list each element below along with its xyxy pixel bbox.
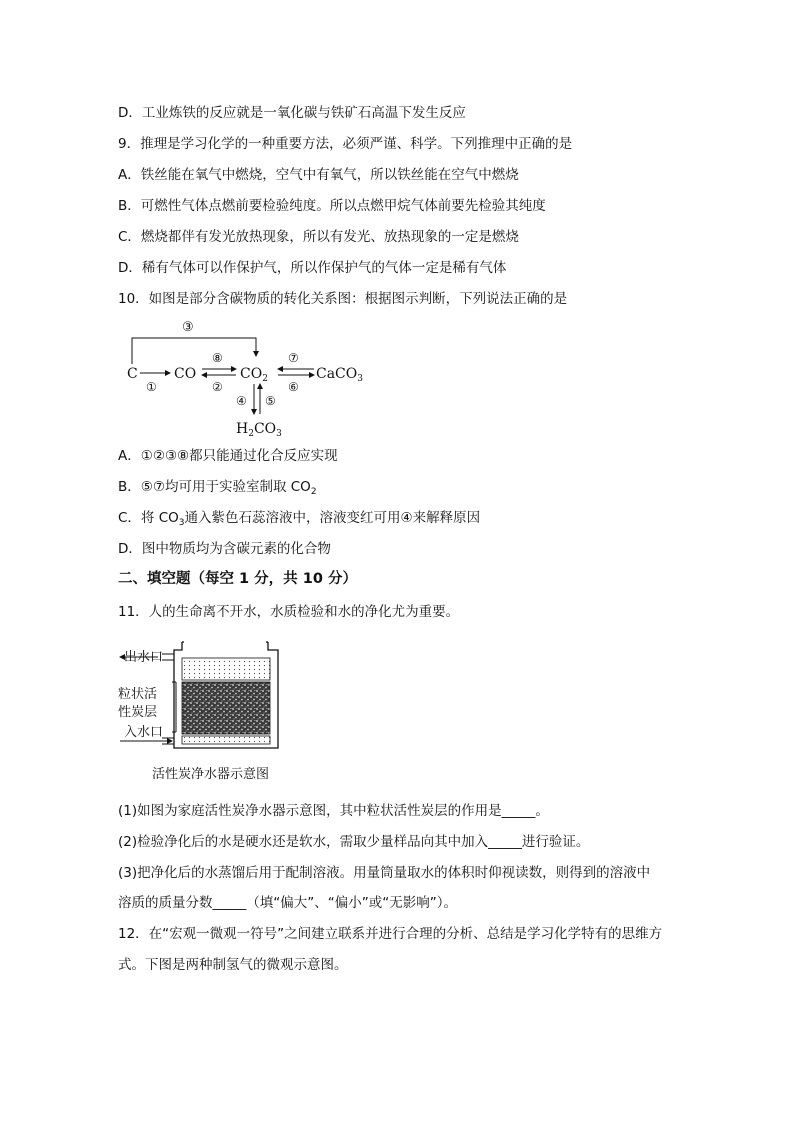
q11-part-3-line2: 溶质的质量分数_____（填“偏大”、“偏小”或“无影响”）。	[118, 895, 457, 911]
q11-part-1: (1)如图为家庭活性炭净水器示意图，其中粒状活性炭层的作用是_____。	[118, 803, 549, 819]
inlet-label: 入水口	[124, 725, 164, 740]
label-5: ⑤	[265, 394, 276, 408]
q9-option-c: C．燃烧都伴有发光放热现象，所以有发光、放热现象的一定是燃烧	[118, 229, 519, 245]
q10-option-c: C．将 $CO_3$通入紫色石蕊溶液中，溶液变红可用④来解释原因	[118, 510, 481, 528]
q12-stem-line2: 式。下图是两种制氢气的微观示意图。	[118, 957, 348, 973]
species-co2: $CO_2$	[240, 366, 268, 384]
label-3: ③	[182, 320, 194, 335]
q8-option-d: D．工业炼铁的反应就是一氧化碳与铁矿石高温下发生反应	[118, 105, 466, 121]
species-c: C	[127, 366, 138, 382]
outlet-label: 出水口	[124, 650, 164, 665]
q9-option-a: A．铁丝能在氧气中燃烧，空气中有氧气，所以铁丝能在空气中燃烧	[118, 167, 519, 183]
filter-caption: 活性炭净水器示意图	[152, 767, 270, 782]
label-2: ②	[212, 380, 223, 394]
bottom-water-layer	[182, 736, 270, 744]
carbon-conversion-diagram	[118, 312, 378, 440]
activated-carbon-layer	[182, 682, 270, 734]
species-co: CO	[174, 366, 197, 382]
q12-stem-line1: 12．在“宏观一微观一符号”之间建立联系并进行合理的分析、总结是学习化学特有的思维方	[118, 926, 663, 942]
q11-stem: 11．人的生命离不开水，水质检验和水的净化尤为重要。	[118, 604, 460, 620]
q9-option-b: B．可燃性气体点燃前要检验纯度。所以点燃甲烷气体前要先检验其纯度	[118, 198, 546, 214]
top-water-layer	[182, 658, 270, 680]
label-6: ⑥	[288, 380, 299, 394]
label-1: ①	[146, 380, 157, 394]
label-4: ④	[236, 394, 247, 408]
label-7: ⑦	[288, 351, 299, 365]
species-h2co3: $H_2CO_3$	[236, 421, 282, 439]
q10-option-d: D．图中物质均为含碳元素的化合物	[118, 541, 331, 557]
q11-part-3-line1: (3)把净化后的水蒸馏后用于配制溶液。用量筒量取水的体积时仰视读数，则得到的溶液中	[118, 865, 651, 881]
q10-option-a: A．①②③⑧都只能通过化合反应实现	[118, 448, 338, 464]
section-2-heading: 二、填空题（每空 1 分，共 10 分）	[118, 571, 357, 587]
label-8: ⑧	[212, 351, 223, 365]
arrow-3	[132, 338, 256, 364]
species-caco3: CaCO$_3$	[316, 366, 363, 384]
q9-option-d: D．稀有气体可以作保护气，所以作保护气的气体一定是稀有气体	[118, 260, 507, 276]
q9-stem: 9．推理是学习化学的一种重要方法，必须严谨、科学。下列推理中正确的是	[118, 136, 573, 152]
q10-stem: 10．如图是部分含碳物质的转化关系图：根据图示判断，下列说法正确的是	[118, 291, 568, 307]
q10-option-b: B．⑤⑦均可用于实验室制取 $CO_2$	[118, 479, 317, 497]
carbon-label-line2: 性炭层	[118, 705, 158, 720]
water-filter-diagram	[118, 636, 288, 786]
carbon-label-line1: 粒状活	[118, 687, 158, 702]
q11-part-2: (2)检验净化后的水是硬水还是软水，需取少量样品向其中加入_____进行验证。	[118, 834, 590, 850]
